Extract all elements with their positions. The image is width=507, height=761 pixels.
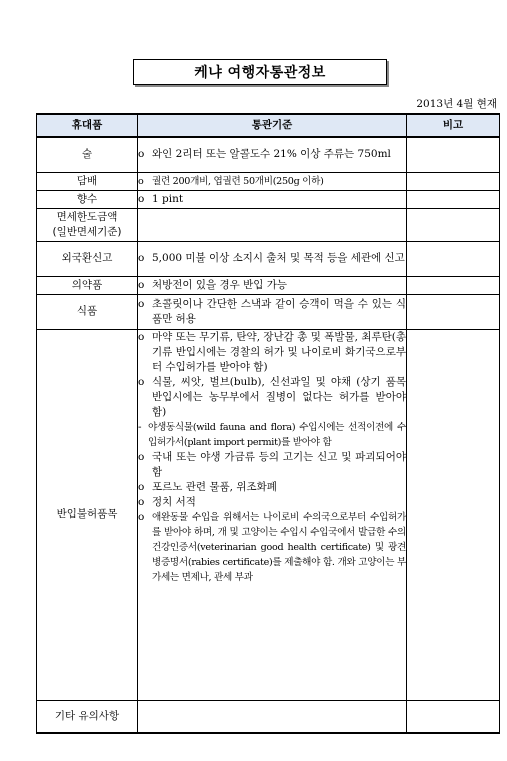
bullet-marker: o	[138, 510, 145, 523]
row-criteria	[138, 208, 407, 241]
item-text: 5,000 미불 이상 소지시 출처 및 목적 등을 세관에 신고	[152, 252, 405, 264]
row-remarks	[407, 190, 500, 208]
table-row	[37, 241, 500, 276]
item-text: 정치 서적	[152, 495, 196, 508]
item-text: 와인 2리터 또는 알콜도수 21% 이상 주류는 750ml	[152, 148, 391, 161]
row-category: 의약품	[37, 276, 138, 294]
table-row	[37, 190, 500, 208]
item-text: 마약 또는 무기류, 탄약, 장난감 총 및 폭발물, 최루탄(총기류 반입시에는 경찰의 허가 및 나이로비 화기국으로부터 수입허가를 받아야 함)	[152, 330, 406, 373]
table-row	[37, 329, 500, 700]
row-criteria	[138, 172, 407, 190]
item-text: 국내 또는 야생 가금류 등의 고기는 신고 및 파괴되어야 함	[152, 450, 406, 478]
list-item	[138, 495, 406, 510]
row-remarks	[407, 276, 500, 294]
row-remarks	[407, 329, 500, 700]
row-category: 기타 유의사항	[37, 700, 138, 733]
bullet-marker: o	[138, 252, 145, 264]
item-text: 야생동식물(wild fauna and flora) 수입시에는 선적이전에 수입허가서(plant import permit)를 받아야 함	[148, 421, 406, 448]
dash-marker: -	[138, 420, 142, 433]
row-remarks	[407, 700, 500, 733]
row-criteria	[138, 241, 407, 276]
list-item	[138, 251, 406, 266]
bullet-marker: o	[138, 330, 145, 343]
list-item	[138, 278, 406, 293]
item-text: 애완동물 수입을 위해서는 나이로비 수의국으로부터 수입허가를 받아야 하며, 개 및 고양이는 수입시 수입국에서 발급한 수의건강인증서(veterinarian good health certificate) 및 광견병증명서(rabies certificate)를 제출해야 함. 개와 고양이는 부가세는 면제나, 관세 부과	[152, 511, 406, 583]
bullet-marker: o	[138, 192, 145, 205]
row-criteria	[138, 700, 407, 733]
list-item	[138, 450, 406, 480]
bullet-marker: o	[138, 297, 145, 310]
table-row	[37, 276, 500, 294]
header-row	[37, 114, 500, 137]
row-remarks	[407, 208, 500, 241]
row-category: 외국환신고	[37, 241, 138, 276]
item-text: 처방전이 있을 경우 반입 가능	[152, 278, 288, 291]
row-category: 식품	[37, 294, 138, 329]
row-criteria	[138, 137, 407, 172]
category-line: 면세한도금액	[56, 210, 118, 223]
table-row	[37, 700, 500, 733]
row-category	[37, 208, 138, 241]
bullet-marker: o	[138, 450, 145, 463]
row-remarks	[407, 294, 500, 329]
table-row	[37, 137, 500, 172]
row-remarks	[407, 137, 500, 172]
table-row	[37, 294, 500, 329]
item-text: 초콜릿이나 간단한 스낵과 같이 승객이 먹을 수 있는 식품만 허용	[152, 297, 406, 325]
page-title: 케냐 여행자통관정보	[133, 59, 387, 85]
item-text: 1 pint	[152, 192, 184, 205]
row-category: 반입불허품목	[37, 329, 138, 700]
list-item	[138, 420, 406, 450]
bullet-marker: o	[138, 375, 145, 388]
row-remarks	[407, 172, 500, 190]
table-row	[37, 208, 500, 241]
customs-table	[36, 113, 500, 734]
row-remarks	[407, 241, 500, 276]
row-category: 담배	[37, 172, 138, 190]
bullet-marker: o	[138, 278, 145, 291]
row-criteria	[138, 329, 407, 700]
column-header-item: 휴대품	[37, 114, 138, 137]
list-item	[138, 480, 406, 495]
list-item	[138, 330, 406, 375]
list-item	[138, 192, 406, 207]
list-item	[138, 375, 406, 420]
bullet-marker: o	[138, 495, 145, 508]
list-item	[138, 147, 406, 162]
date-stamp: 2013년 4월 현재	[416, 98, 497, 110]
item-text: 궐련 200개비, 엽궐련 50개비(250g 이하)	[152, 175, 324, 187]
bullet-marker: o	[138, 148, 145, 161]
column-header-remarks: 비고	[407, 114, 500, 137]
row-category: 술	[37, 137, 138, 172]
list-item	[138, 297, 406, 327]
category-line: (일반면세기준)	[52, 225, 122, 238]
table-row	[37, 172, 500, 190]
item-text: 포르노 관련 물품, 위조화폐	[152, 480, 277, 493]
item-text: 식물, 씨앗, 벌브(bulb), 신선과일 및 야채 (상기 품목 반입시에는 농무부에서 질병이 없다는 허가를 받아야 함)	[152, 375, 406, 418]
list-item	[138, 510, 406, 585]
row-category: 향수	[37, 190, 138, 208]
list-item	[138, 174, 406, 189]
column-header-criteria: 통관기준	[138, 114, 407, 137]
bullet-marker: o	[138, 175, 144, 187]
row-criteria	[138, 276, 407, 294]
row-criteria	[138, 294, 407, 329]
row-criteria	[138, 190, 407, 208]
bullet-marker: o	[138, 480, 145, 493]
